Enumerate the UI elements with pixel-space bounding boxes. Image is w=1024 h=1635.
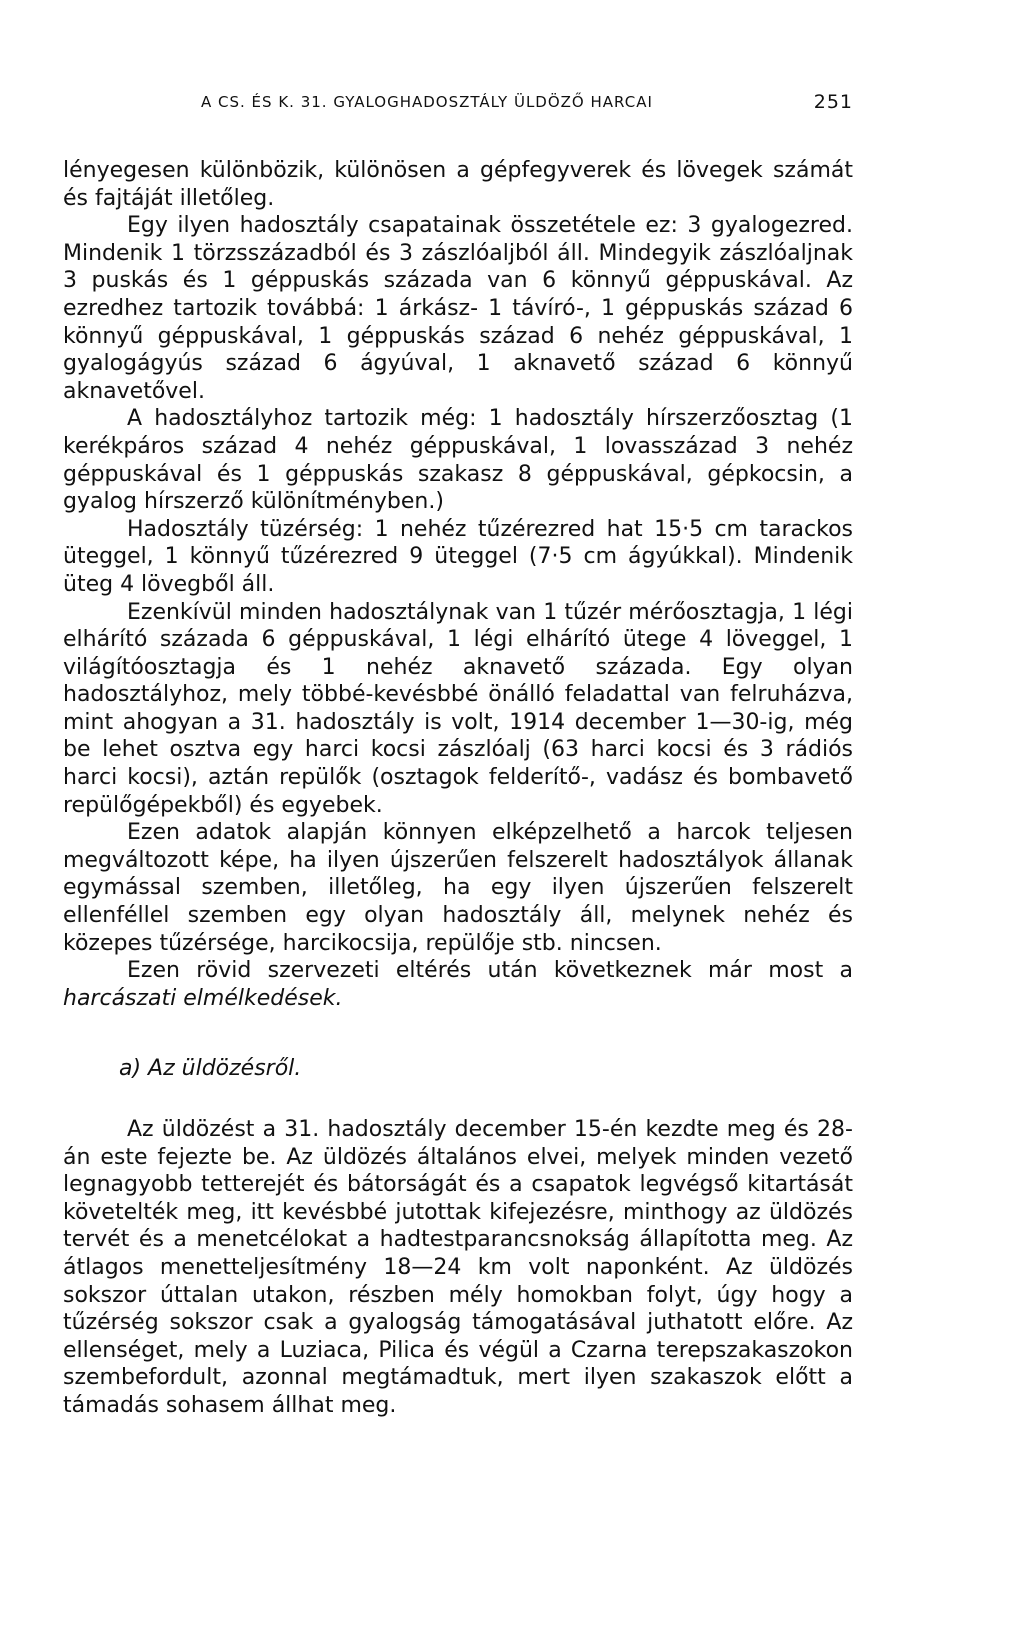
paragraph-continuation: lényegesen különbözik, különösen a gépfegyverek és lövegek számát és fajtáját illetőleg. xyxy=(63,158,853,211)
running-header xyxy=(63,85,853,119)
transition-text: Ezen rövid szervezeti eltérés után következnek már most a xyxy=(127,958,853,984)
page-body xyxy=(63,157,853,1420)
paragraph-changed-combat: Ezen adatok alapján könnyen elképzelhető a harcok teljesen megváltozott képe, ha ilyen újszerűen felszerelt hadosztályok állanak egymással szemben, illetőleg, ha egy ilyen újszerűen felszerelt ellenféllel szemben egy olyan hadosztály áll, melynek nehéz és közepes tűzérsége, harcikocsija, repülője stb. nincsen. xyxy=(63,820,853,956)
page-number: 251 xyxy=(813,91,853,113)
paragraph-artillery: Hadosztály tüzérség: 1 nehéz tűzérezred hat 15·5 cm tarackos üteggel, 1 könnyű tűzérezred 9 üteggel (7·5 cm ágyúkkal). Mindenik üteg 4 lövegből áll. xyxy=(63,516,853,597)
paragraph-additional-units: Ezenkívül minden hadosztálynak van 1 tűzér mérőosztagja, 1 légi elhárító százada 6 géppuskával, 1 légi elhárító ütege 4 löveggel, 1 világítóosztagja és 1 nehéz aknavető százada. Egy olyan hadosztályhoz, mely többé-kevésbbé önálló feladattal van felruházva, mint ahogyan a 31. hadosztály is volt, 1914 december 1—30-ig, még be lehet osztva egy harci kocsi zászlóalj (63 harci kocsi és 3 rádiós harci kocsi), aztán repülők (osztagok felderítő-, vadász és bombavető repülőgépekből) és egyebek. xyxy=(63,599,853,818)
paragraph-transition xyxy=(63,957,853,1012)
book-page xyxy=(63,85,853,1420)
paragraph-division-composition: Egy ilyen hadosztály csapatainak összetétele ez: 3 gyalogezred. Mindenik 1 törzsszázadból és 3 zászlóaljból áll. Mindegyik zászlóaljnak 3 puskás és 1 géppuskás százada van 6 könnyű géppuskával. Az ezredhez tartozik továbbá: 1 árkász- 1 távíró-, 1 géppuskás század 6 könnyű géppuskával, 1 géppuskás század 6 nehéz géppuskával, 1 gyalogágyús század 6 ágyúval, 1 aknavető század 6 könnyű aknavetővel. xyxy=(63,213,853,404)
paragraph-pursuit: Az üldözést a 31. hadosztály december 15-én kezdte meg és 28-án este fejezte be. Az üldözés általános elvei, melyek minden vezető legnagyobb tetterejét és bátorságát és a csapatok legvégső kitartását követelték meg, itt kevésbbé jutottak kifejezésre, minthogy az üldözés tervét és a menetcélokat a hadtestparancsnokság állapította meg. Az átlagos menetteljesítmény 18—24 km volt naponként. Az üldözés sokszor úttalan utakon, részben mély homokban folyt, úgy hogy a tűzérség sokszor csak a gyalogság támogatásával juthatott előre. Az ellenséget, mely a Luziaca, Pilica és végül a Czarna terepszakaszokon szembefordult, azonnal megtámadtuk, mert ilyen szakaszok előtt a támadás sohasem állhat meg. xyxy=(63,1117,853,1418)
paragraph-reconnaissance: A hadosztályhoz tartozik még: 1 hadosztály hírszerzőosztag (1 kerékpáros század 4 nehéz géppuskával, 1 lovasszázad 3 nehéz géppuskával és 1 géppuskás szakasz 8 géppuskával, gépkocsin, a gyalog hírszerző különítményben.) xyxy=(63,406,853,515)
running-title: A CS. ÉS K. 31. GYALOGHADOSZTÁLY ÜLDÖZŐ HARCAI xyxy=(201,93,653,111)
transition-italic-text: harcászati elmélkedések. xyxy=(63,985,343,1011)
section-heading: a) Az üldözésről. xyxy=(119,1056,302,1082)
